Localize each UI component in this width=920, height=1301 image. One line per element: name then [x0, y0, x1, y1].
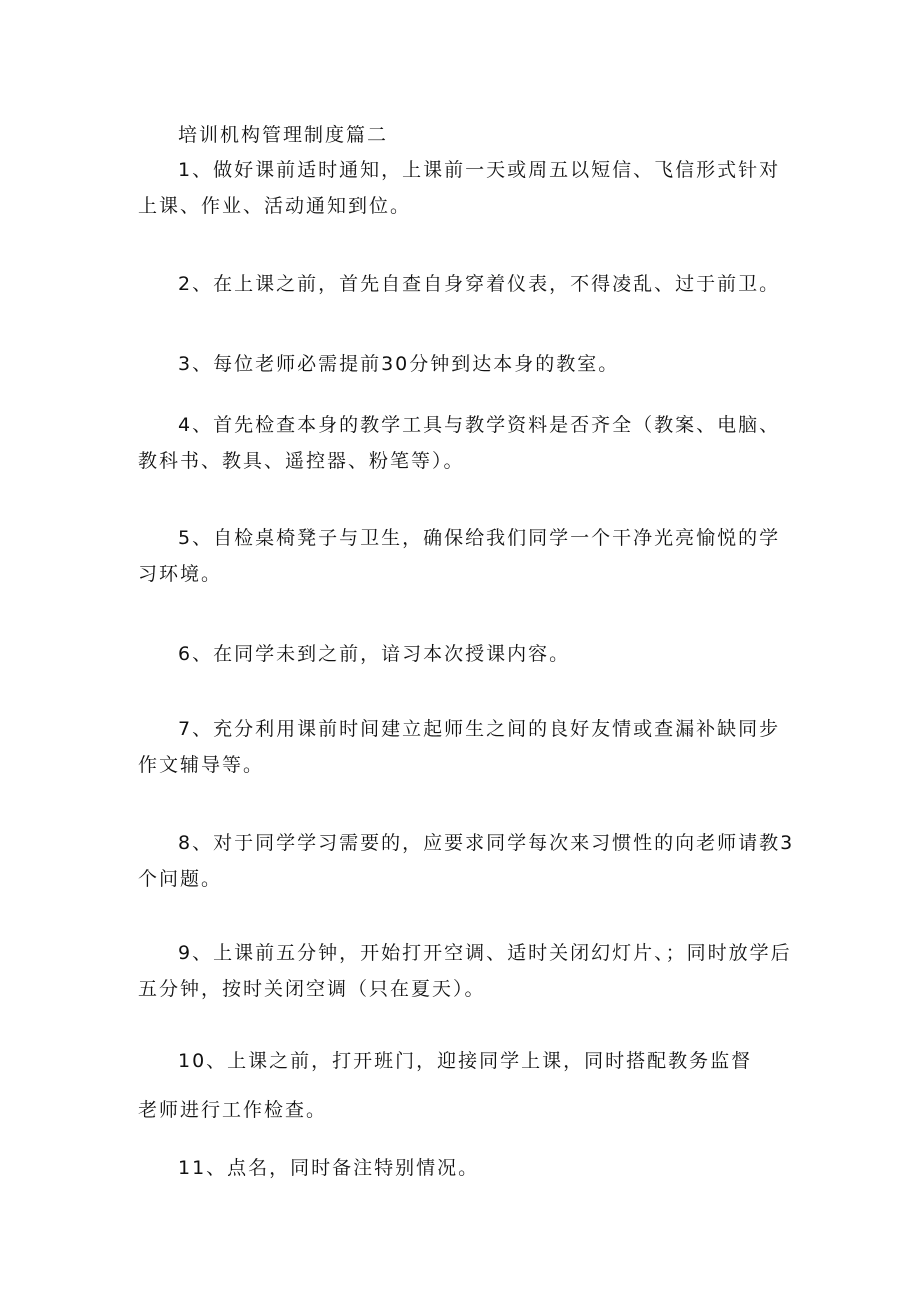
paragraph-7: 7、充分利用课前时间建立起师生之间的良好友情或查漏补缺同步作文辅导等。: [138, 718, 781, 776]
paragraph-6: 6、在同学未到之前，谙习本次授课内容。: [178, 643, 571, 665]
document-title: 培训机构管理制度篇二: [178, 124, 389, 146]
paragraph-5: 5、自检桌椅凳子与卫生，确保给我们同学一个干净光亮愉悦的学习环境。: [138, 527, 781, 585]
paragraph-8: 8、对于同学学习需要的，应要求同学每次来习惯性的向老师请教3个问题。: [138, 832, 795, 890]
paragraph-9: 9、上课前五分钟，开始打开空调、适时关闭幻灯片、；同时放学后五分钟，按时关闭空调（只在夏天）。: [138, 942, 792, 1000]
paragraph-3: 3、每位老师必需提前30分钟到达本身的教室。: [178, 353, 620, 375]
paragraph-11: 11、点名，同时备注特别情况。: [178, 1157, 480, 1179]
paragraph-2: 2、在上课之前，首先自查自身穿着仪表，不得凌乱、过于前卫。: [178, 273, 781, 295]
paragraph-4: 4、首先检查本身的教学工具与教学资料是否齐全（教案、电脑、教科书、教具、遥控器、粉笔等）。: [138, 414, 781, 472]
paragraph-10: 10、上课之前，打开班门，迎接同学上课，同时搭配教务监督: [178, 1050, 753, 1072]
paragraph-10-continued: 老师进行工作检查。: [138, 1099, 328, 1121]
paragraph-1: 1、做好课前适时通知，上课前一天或周五以短信、飞信形式针对上课、作业、活动通知到位。: [138, 159, 781, 217]
